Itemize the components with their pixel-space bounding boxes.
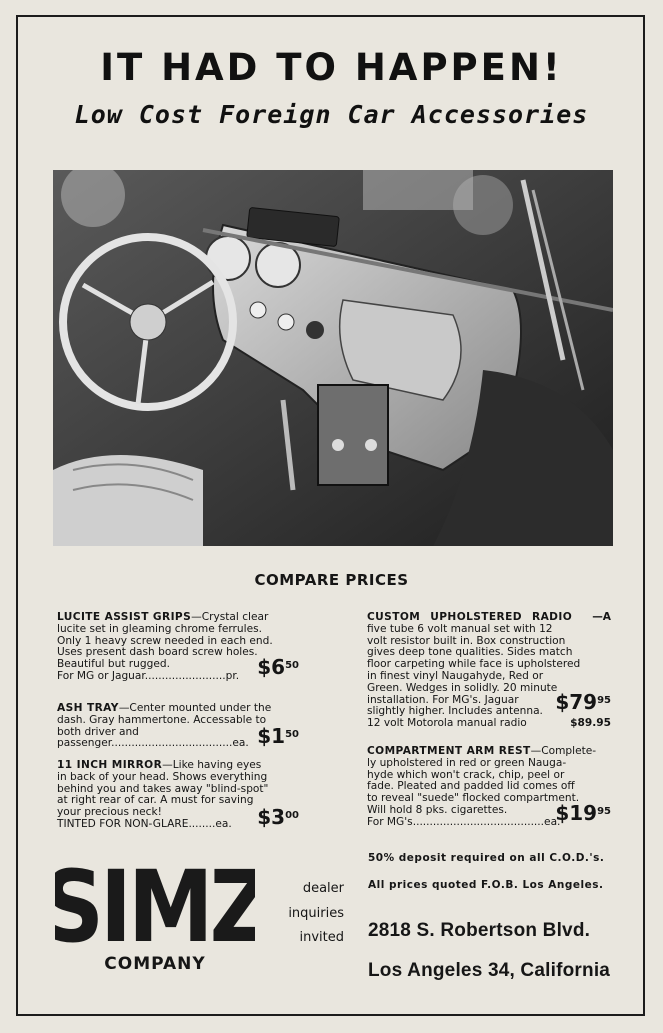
- item-text: floor carpeting while face is upholstered: [367, 658, 581, 671]
- dealer-line: invited: [299, 930, 344, 945]
- price-tag-alt: $89.95: [570, 717, 611, 730]
- address-line2: Los Angeles 34, California: [368, 960, 611, 981]
- item-text: fade. Pleated and padded lid comes off: [367, 780, 575, 793]
- item-title: COMPARTMENT ARM REST: [367, 745, 531, 757]
- item-text: lucite set in gleaming chrome ferrules.: [57, 622, 262, 635]
- item-title: ASH TRAY: [57, 702, 119, 714]
- item-ash-tray: [57, 703, 299, 750]
- dealer-line: inquiries: [288, 905, 344, 921]
- item-text: volt resistor built in. Box construction: [367, 634, 566, 647]
- item-text: your precious neck!: [57, 806, 162, 819]
- price-tag: $\$79^{95}$: [555, 689, 611, 714]
- price-tag: $\$6^{50}$: [257, 654, 299, 679]
- deposit-terms: 50% deposit required on all C.O.D.'s.: [368, 852, 605, 864]
- item-text: —Complete-: [530, 745, 597, 757]
- subheadline: Low Cost Foreign Car Accessories: [74, 100, 589, 129]
- item-mirror: [57, 760, 299, 831]
- dot-leader: ........................: [144, 669, 226, 682]
- unit-label: pr.: [225, 669, 240, 682]
- item-text: behind you and takes away "blind-spot": [57, 782, 269, 795]
- dot-leader: .......................................: [412, 815, 545, 828]
- item-radio: [367, 612, 611, 730]
- item-text: For MG's: [367, 815, 413, 828]
- dot-leader: ........: [188, 817, 216, 830]
- item-text: TINTED FOR NON-GLARE: [57, 817, 189, 830]
- price-tag: $\$19^{95}$: [555, 800, 611, 825]
- item-text: in back of your head. Shows everything: [57, 770, 268, 783]
- item-text: For MG or Jaguar: [57, 669, 145, 682]
- car-dashboard-photo: [53, 170, 613, 546]
- dealer-line: dealer: [302, 881, 344, 896]
- item-text: Green. Wedges in solidly. 20 minute: [367, 681, 558, 694]
- price-tag: $\$1^{50}$: [257, 724, 299, 749]
- item-text: at right rear of car. A must for saving: [57, 794, 254, 807]
- item-text: installation. For MG's. Jaguar: [367, 693, 519, 706]
- item-text: Will hold 8 pks. cigarettes.: [367, 803, 508, 816]
- item-text: both driver and: [57, 725, 139, 738]
- address-line1: 2818 S. Robertson Blvd.: [368, 920, 591, 941]
- item-text: hyde which won't crack, chip, peel or: [367, 768, 565, 781]
- item-text: five tube 6 volt manual set with 12: [367, 622, 553, 635]
- company-name: COMPANY: [104, 954, 206, 974]
- item-text: Beautiful but rugged.: [57, 658, 170, 671]
- price-tag: $\$3^{00}$: [257, 804, 299, 829]
- item-text: to reveal "suede" flocked compartment.: [367, 792, 580, 805]
- item-title: CUSTOM UPHOLSTERED RADIO: [367, 611, 573, 623]
- headline: IT HAD TO HAPPEN!: [100, 46, 563, 89]
- dot-leader: ...................................: [114, 737, 233, 750]
- fob-terms: All prices quoted F.O.B. Los Angeles.: [368, 879, 604, 891]
- logo-text: IMZ: [100, 856, 255, 958]
- item-title: 11 INCH MIRROR: [57, 759, 163, 771]
- item-text: 12 volt Motorola manual radio: [367, 717, 527, 730]
- item-arm-rest: [367, 746, 611, 829]
- item-text: dash. Gray hammertone. Accessable to: [57, 713, 267, 726]
- dealer-note: [270, 877, 344, 951]
- section-title: COMPARE PRICES: [254, 571, 409, 589]
- item-text: —Crystal clear: [191, 611, 269, 623]
- unit-label: ea.: [544, 815, 561, 828]
- unit-label: ea.: [215, 817, 232, 830]
- item-text: gives deep tone qualities. Sides match: [367, 646, 573, 659]
- item-text: Only 1 heavy screw needed in each end.: [57, 634, 273, 647]
- item-text: Uses present dash board screw holes.: [57, 646, 258, 659]
- unit-label: ea.: [232, 737, 249, 750]
- item-text: slightly higher. Includes antenna.: [367, 705, 543, 718]
- item-title: LUCITE ASSIST GRIPS: [57, 611, 192, 623]
- item-text: —Like having eyes: [162, 759, 262, 771]
- item-text: passenger.: [57, 737, 115, 750]
- item-text: ly upholstered in red or green Nauga-: [367, 756, 567, 769]
- item-text: —A: [592, 611, 611, 623]
- simz-logo: [55, 856, 255, 958]
- item-text: —Center mounted under the: [118, 702, 272, 714]
- item-text: in finest vinyl Naugahyde, Red or: [367, 669, 544, 682]
- item-lucite-grips: [57, 612, 299, 683]
